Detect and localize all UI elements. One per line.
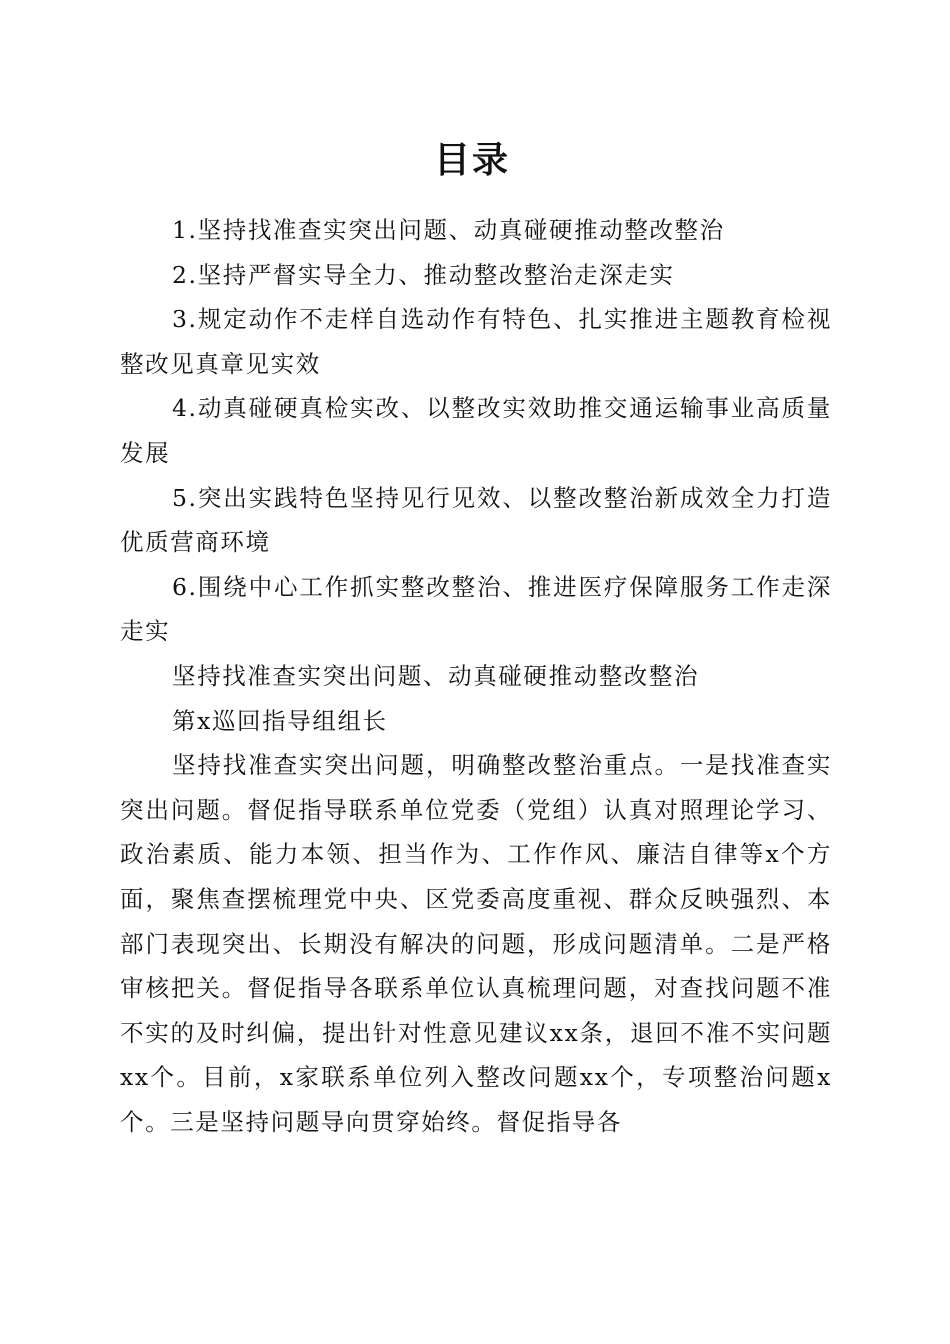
toc-item-4: 4.动真碰硬真检实改、以整改实效助推交通运输事业高质量发展: [120, 394, 832, 467]
author-line: 第x巡回指导组组长: [172, 706, 388, 735]
toc-item-1: 1.坚持找准查实突出问题、动真碰硬推动整改整治: [172, 216, 725, 244]
toc-item-5: 5.突出实践特色坚持见行见效、以整改整治新成效全力打造优质营商环境: [120, 483, 832, 557]
body-paragraph: 坚持找准查实突出问题，明确整改整治重点。一是找准查实突出问题。督促指导联系单位党委（党组）认真对照理论学习、政治素质、能力本领、担当作为、工作作风、廉洁自律等x个方面，聚焦查摆梳理党中央、区党委高度重视、群众反映强烈、本部门表现突出、长期没有解决的问题，形成问题清单。二是严格审核把关。督促指导各联系单位认真梳理问题，对查找问题不准不实的及时纠偏，提出针对性意见建议xx条，退回不准不实问题xx个。目前，x家联系单位列入整改问题xx个，专项整治问题x个。三是坚持问题导向贯穿始终。督促指导各: [120, 751, 832, 1136]
toc-item-3: 3.规定动作不走样自选动作有特色、扎实推进主题教育检视整改见真章见实效: [120, 305, 832, 378]
toc-item-2: 2.坚持严督实导全力、推动整改整治走深走实: [172, 260, 675, 289]
document-title: 目录: [433, 139, 510, 181]
document-body: [120, 208, 832, 1144]
article-heading: 坚持找准查实突出问题、动真碰硬推动整改整治: [172, 661, 700, 690]
toc-item-6: 6.围绕中心工作抓实整改整治、推进医疗保障服务工作走深走实: [120, 572, 832, 646]
